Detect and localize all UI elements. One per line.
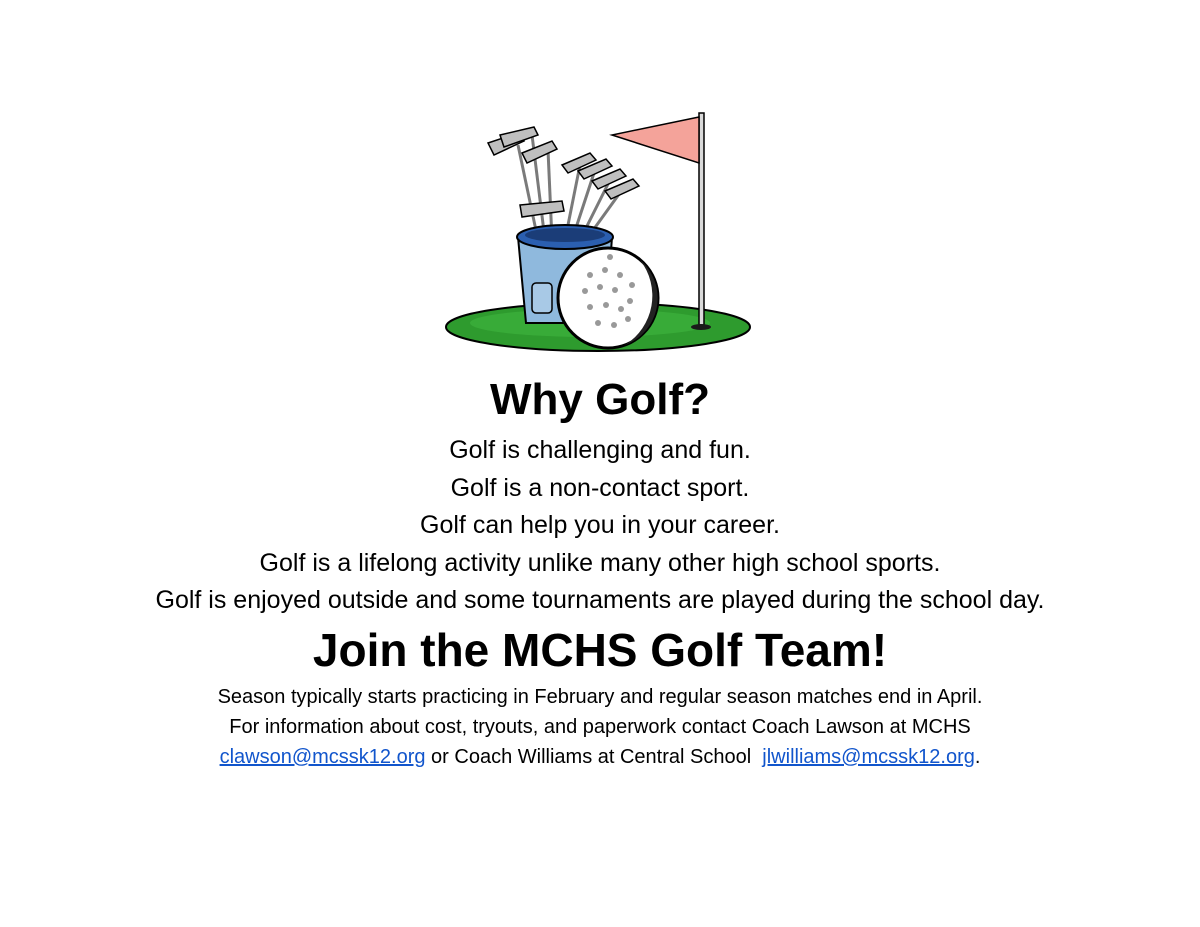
reason-item: Golf is a lifelong activity unlike many other high school sports. bbox=[259, 548, 941, 577]
reason-item: Golf can help you in your career. bbox=[420, 511, 780, 539]
page-title: Why Golf? bbox=[490, 375, 710, 424]
contact-text: or Coach Williams at Central School bbox=[425, 746, 763, 768]
email-link-williams[interactable]: jlwilliams@mcssk12.org bbox=[762, 746, 975, 768]
reasons-list bbox=[0, 432, 1200, 620]
email-line bbox=[0, 742, 1200, 772]
join-headline: Join the MCHS Golf Team! bbox=[312, 624, 888, 676]
reason-item: Golf is challenging and fun. bbox=[449, 436, 751, 464]
contact-line: For information about cost, tryouts, and paperwork contact Coach Lawson at MCHS bbox=[229, 716, 971, 738]
season-info: Season typically starts practicing in February and regular season matches end in April. bbox=[217, 686, 983, 708]
contact-info bbox=[0, 682, 1200, 772]
golf-clipart-icon bbox=[440, 105, 760, 360]
reason-item: Golf is enjoyed outside and some tournaments are played during the school day. bbox=[155, 586, 1045, 614]
email-link-lawson[interactable]: clawson@mcssk12.org bbox=[219, 746, 426, 768]
reason-item: Golf is a non-contact sport. bbox=[450, 473, 750, 502]
period-text: . bbox=[974, 746, 981, 768]
